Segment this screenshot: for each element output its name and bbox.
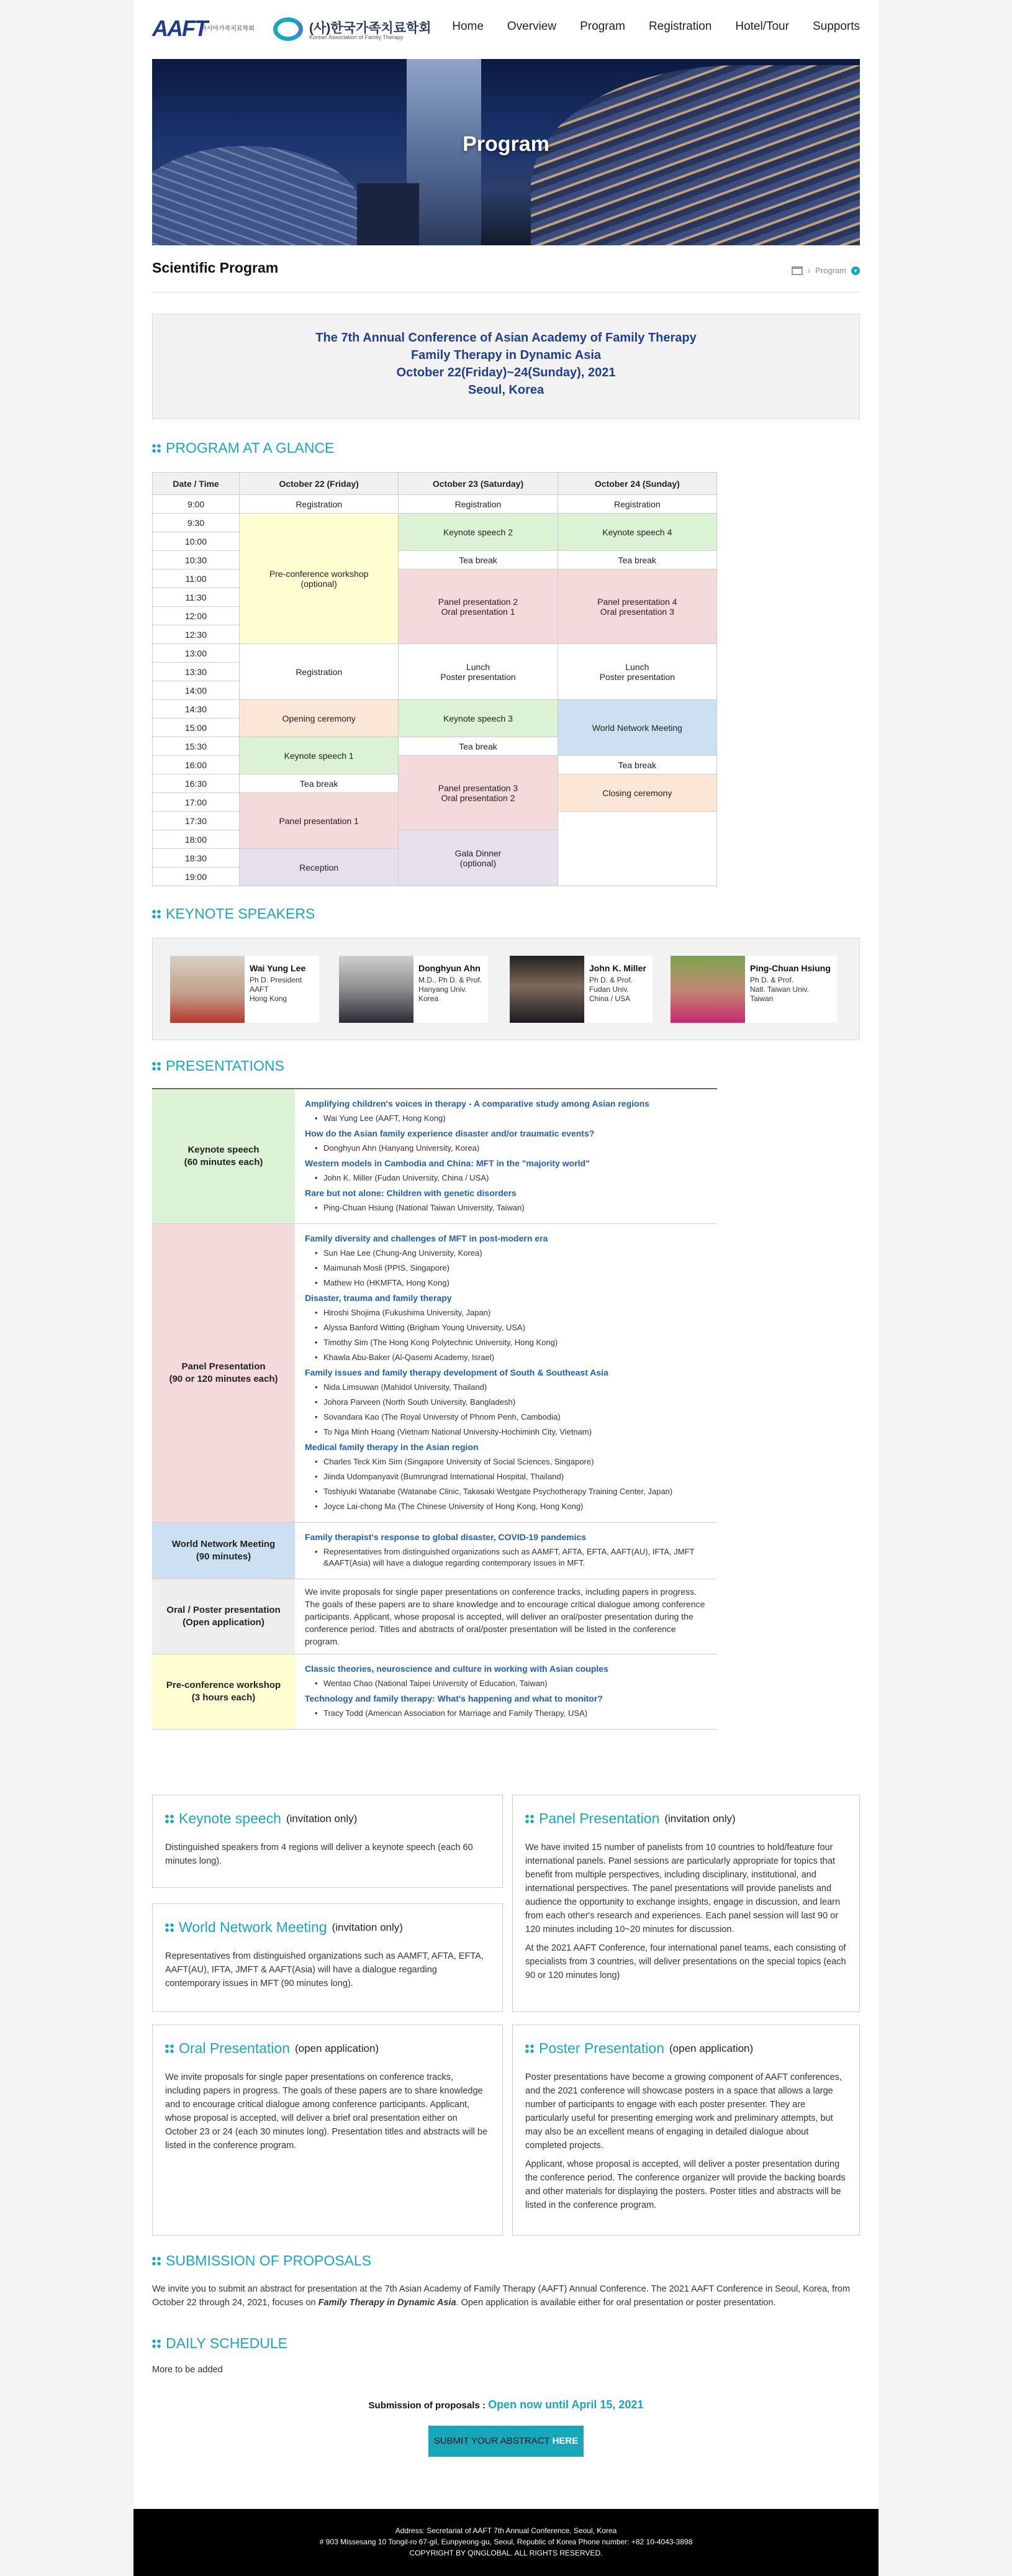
presenter: • Nida Limsuwan (Mahidol University, Thailand) [323, 1382, 707, 1393]
time-cell: 14:30 [153, 700, 240, 719]
session-cell: Tea break [399, 737, 558, 756]
session-cell: Gala Dinner (optional) [399, 830, 558, 886]
time-cell: 18:30 [153, 849, 240, 868]
conference-intro [152, 314, 860, 419]
table-row [153, 756, 717, 774]
chevron-down-icon[interactable]: ▾ [851, 266, 860, 275]
presentation-title: Classic theories, neuroscience and culture in working with Asian couples [305, 1664, 608, 1674]
session-cell: Registration [240, 644, 399, 700]
submission-text [152, 2282, 860, 2310]
presenter: • Hiroshi Shojima (Fukushima University, Japan) [323, 1307, 707, 1318]
presenter: • Wai Yung Lee (AAFT, Hong Kong) [323, 1113, 707, 1124]
header [133, 0, 879, 59]
box-title [525, 1810, 847, 1827]
kaft-logo-sub: Korean Association of Family Therapy [309, 34, 404, 40]
table-row [153, 644, 717, 663]
session-cell: Panel presentation 4 Oral presentation 3 [558, 569, 716, 644]
speaker-card [671, 956, 837, 1023]
presentation-title: Family diversity and challenges of MFT in post-modern era [305, 1233, 548, 1243]
speaker-desc: Ph D. President AAFT Hong Kong [250, 976, 302, 1003]
section-heading-glance [152, 440, 334, 456]
section-dots-icon [152, 2339, 161, 2348]
submission-status [133, 2398, 879, 2411]
box-text: Representatives from distinguished organizations such as AAMFT, AFTA, EFTA, AAFT(AU), IFTA, JMFT & AAFT(Asia) will have a dialogue regarding contemporary issues in MFT (90 minutes long). [165, 1951, 484, 1989]
session-cell: Tea break [558, 756, 716, 774]
presenter: • Wentao Chao (National Taipei University of Education, Taiwan) [323, 1678, 707, 1689]
column-header: October 23 (Saturday) [399, 473, 558, 495]
time-cell: 16:30 [153, 774, 240, 793]
box-tag: (invitation only) [332, 1921, 403, 1933]
intro-line: Family Therapy in Dynamic Asia [410, 348, 602, 362]
presenter: • Ping-Chuan Hsiung (National Taiwan University, Taiwan) [323, 1202, 707, 1213]
section-title: PROGRAM AT A GLANCE [166, 440, 335, 456]
time-cell: 12:30 [153, 625, 240, 644]
section-dots-icon [152, 444, 161, 453]
aaft-logo[interactable] [152, 16, 264, 40]
session-cell: Reception [240, 849, 399, 886]
presenter: • Johora Parveen (North South University, Bangladesh) [323, 1397, 707, 1408]
info-box-oral [152, 2025, 503, 2236]
session-cell: Registration [558, 495, 716, 514]
presentation-body [295, 1224, 717, 1522]
time-cell: 15:00 [153, 719, 240, 737]
box-text: Poster presentations have become a growing component of AAFT conferences, and the 2021 conference will showcase posters in a space that allows a large number of participants to engage with each poster presenter. They are particularly useful for presenting emerging work and preliminary attempts, but may also be an excellent means of engaging in detailed dialogue about completed projects. [525, 2072, 842, 2151]
section-heading-daily [152, 2335, 287, 2352]
presenter: • Mathew Ho (HKMFTA, Hong Kong) [323, 1277, 707, 1289]
session-cell: Tea break [240, 774, 399, 793]
box-text: Distinguished speakers from 4 regions will deliver a keynote speech (each 60 minutes long). [165, 1843, 473, 1866]
submission-deadline: Open now until April 15, 2021 [488, 2398, 644, 2411]
page [133, 0, 879, 2576]
presenter: • Representatives from distinguished organizations such as AAMFT, AFTA, EFTA, AAFT(AU), IFTA, JMFT &AAFT(Asia) will have a dialogue regarding contemporary issues in MFT. [323, 1546, 707, 1569]
session-cell: Panel presentation 3 Oral presentation 2 [399, 756, 558, 830]
section-title: DAILY SCHEDULE [166, 2335, 287, 2351]
presenter: • John K. Miller (Fudan University, China / USA) [323, 1172, 707, 1184]
table-row [153, 700, 717, 719]
speaker-name: John K. Miller [589, 963, 646, 973]
time-cell: 17:00 [153, 793, 240, 812]
column-header: October 24 (Sunday) [558, 473, 716, 495]
breadcrumb-current[interactable]: Program [815, 266, 846, 275]
hero-banner [152, 59, 860, 245]
section-title: PRESENTATIONS [166, 1058, 284, 1074]
presentation-row [152, 1224, 717, 1523]
box-title-text: World Network Meeting [179, 1919, 327, 1935]
presenter: • Toshiyuki Watanabe (Watanabe Clinic, Takasaki Westgate Psychotherapy Training Center, Japan) [323, 1486, 707, 1497]
section-dots-icon [165, 2044, 174, 2053]
session-cell: Lunch Poster presentation [399, 644, 558, 700]
daily-text: More to be added [152, 2365, 223, 2375]
box-title [525, 2040, 847, 2057]
time-cell: 17:30 [153, 812, 240, 830]
program-glance-table [152, 472, 717, 886]
time-cell: 9:30 [153, 514, 240, 532]
nav-hotel-tour[interactable]: Hotel/Tour [735, 20, 789, 33]
presentation-category: Keynote speech (60 minutes each) [152, 1089, 295, 1223]
session-cell: Opening ceremony [240, 700, 399, 737]
presenter: • Sovandara Kao (The Royal University of Phnom Penh, Cambodia) [323, 1412, 707, 1423]
table-row [153, 514, 717, 532]
info-box-wnm [152, 1903, 503, 2012]
section-title: KEYNOTE SPEAKERS [166, 905, 315, 922]
kaft-logo-mark [273, 17, 303, 41]
submit-button-label: SUBMIT YOUR ABSTRACT [433, 2436, 550, 2446]
session-cell [558, 812, 716, 886]
speaker-desc: M.D., Ph D. & Prof. Hanyang Univ. Korea [418, 976, 482, 1003]
time-cell: 10:30 [153, 551, 240, 569]
section-dots-icon [165, 1923, 174, 1932]
presentation-category: Oral / Poster presentation (Open application) [152, 1579, 295, 1654]
intro-line: The 7th Annual Conference of Asian Academy of Family Therapy [315, 331, 697, 345]
footer [133, 2509, 879, 2576]
section-dots-icon [152, 2257, 161, 2265]
session-cell: Panel presentation 1 [240, 793, 399, 849]
intro-line: Seoul, Korea [468, 383, 544, 397]
time-cell: 11:30 [153, 588, 240, 607]
presentation-row [152, 1654, 717, 1730]
presentation-title: Western models in Cambodia and China: MFT in the "majority world" [305, 1158, 590, 1168]
presentation-row [152, 1579, 717, 1654]
presentation-title: Rare but not alone: Children with genetic disorders [305, 1188, 517, 1198]
presenter: • Donghyun Ahn (Hanyang University, Korea) [323, 1143, 707, 1154]
aaft-logo-text: AAFT [152, 16, 207, 41]
section-heading-keynote [152, 905, 315, 922]
section-dots-icon [525, 2044, 534, 2053]
time-cell: 10:00 [153, 532, 240, 551]
glance-body [153, 495, 717, 886]
time-cell: 15:30 [153, 737, 240, 756]
session-cell: Tea break [399, 551, 558, 569]
submit-abstract-button[interactable] [428, 2426, 584, 2457]
speaker-desc: Ph D. & Prof. Fudan Univ. China / USA [589, 976, 633, 1003]
session-cell: Lunch Poster presentation [558, 644, 716, 700]
presenter: • Khawla Abu-Baker (Al-Qasemi Academy, Israel) [323, 1352, 707, 1363]
presentation-title: How do the Asian family experience disaster and/or traumatic events? [305, 1128, 595, 1138]
time-cell: 14:00 [153, 681, 240, 700]
divider [152, 292, 860, 293]
session-cell: Panel presentation 2 Oral presentation 1 [399, 569, 558, 644]
presentation-body [295, 1579, 717, 1654]
speaker-card [339, 956, 488, 1023]
time-cell: 12:00 [153, 607, 240, 625]
kaft-logo-text: (사)한국가족치료학회 [309, 21, 431, 35]
kaft-logo[interactable] [273, 16, 431, 43]
presentation-body [295, 1654, 717, 1729]
nav-home[interactable]: Home [452, 20, 484, 33]
breadcrumb-separator: › [807, 266, 811, 275]
aaft-logo-sub: 아시아가족치료학회 [201, 25, 255, 32]
presentation-title: Technology and family therapy: What's happening and what to monitor? [305, 1694, 603, 1703]
box-tag: (invitation only) [664, 1812, 736, 1825]
presenter: • Sun Hae Lee (Chung-Ang University, Korea) [323, 1248, 707, 1259]
box-title-text: Oral Presentation [179, 2040, 290, 2056]
table-row [153, 495, 717, 514]
presenter: • Maimunah Mosli (PPIS, Singapore) [323, 1263, 707, 1274]
session-cell: Keynote speech 4 [558, 514, 716, 551]
section-dots-icon [525, 1815, 534, 1823]
section-dots-icon [165, 1815, 174, 1823]
footer-contact: # 903 Missesang 10 Tongil-ro 67-gil, Eunpyeong-gu, Seoul, Republic of Korea Phone number: +82 10-4043-3898 [319, 2537, 693, 2546]
presentation-title: Disaster, trauma and family therapy [305, 1293, 452, 1303]
time-cell: 13:30 [153, 663, 240, 681]
section-heading-presentations [152, 1058, 284, 1074]
box-title-text: Panel Presentation [539, 1810, 660, 1826]
time-cell: 19:00 [153, 868, 240, 886]
presentation-text: We invite proposals for single paper presentations on conference tracks, including papers in progress. The goals of these papers are to share knowledge and to encourage critical dialogue among conference participants. Applicant, whose proposal is accepted, will deliver an oral/poster presentation during the conference period. Titles and abstracts of oral/poster presentation will be listed in the conference program. [305, 1587, 705, 1646]
submit-button-here: HERE [552, 2436, 579, 2446]
time-cell: 13:00 [153, 644, 240, 663]
info-box-panel [512, 1795, 860, 2012]
speaker-photo [170, 956, 245, 1023]
nav-program[interactable]: Program [580, 20, 625, 33]
submission-text-part: . Open application is available either for oral presentation or poster presentation. [456, 2298, 776, 2308]
table-row [153, 569, 717, 588]
session-cell: Registration [240, 495, 399, 514]
box-tag: (open application) [294, 2042, 379, 2054]
time-cell: 9:00 [153, 495, 240, 514]
hero-building [357, 183, 419, 245]
speaker-desc: Ph D. & Prof. Natl. Taiwan Univ. Taiwan [750, 976, 809, 1003]
presenter: • Tracy Todd (American Association for Marriage and Family Therapy, USA) [323, 1708, 707, 1719]
time-cell: 16:00 [153, 756, 240, 774]
info-box-poster [512, 2025, 860, 2236]
box-text: We invite proposals for single paper presentations on conference tracks, including papers in progress. The goals of these papers are to share knowledge and to encourage critical dialogue among conference participants. Applicant, whose proposal is accepted, will deliver a brief oral presentation either on October 23 or 24 (each 30 minutes long). Presentation titles and abstracts will be listed in the conference program. [165, 2072, 488, 2151]
column-header: October 22 (Friday) [240, 473, 399, 495]
footer-copyright: COPYRIGHT BY QINGLOBAL. ALL RIGHTS RESERVED. [409, 2549, 603, 2557]
section-title: SUBMISSION OF PROPOSALS [166, 2252, 372, 2269]
time-cell: 18:00 [153, 830, 240, 849]
box-title [165, 1919, 490, 1936]
speaker-photo [339, 956, 413, 1023]
presentation-row [152, 1089, 717, 1224]
presentation-category: Pre-conference workshop (3 hours each) [152, 1654, 295, 1729]
presenter: • To Nga Minh Hoang (Vietnam National University-Hochiminh City, Vietnam) [323, 1426, 707, 1438]
presentation-title: Family therapist's response to global disaster, COVID-19 pandemics [305, 1532, 587, 1542]
speaker-photo [671, 956, 745, 1023]
home-icon[interactable] [792, 266, 803, 275]
conference-theme: Family Therapy in Dynamic Asia [318, 2298, 456, 2308]
speaker-name: Ping-Chuan Hsiung [750, 963, 831, 973]
box-title [165, 1810, 490, 1827]
time-cell: 11:00 [153, 569, 240, 588]
session-cell: Keynote speech 1 [240, 737, 399, 774]
presenter: • Charles Teck Kim Sim (Singapore University of Social Sciences, Singapore) [323, 1456, 707, 1467]
presentation-title: Amplifying children's voices in therapy - A comparative study among Asian regions [305, 1099, 649, 1109]
presentation-body [295, 1089, 717, 1223]
presenter: • Jiinda Udompanyavit (Bumrungrad International Hospital, Thailand) [323, 1471, 707, 1482]
table-header-row [153, 473, 717, 495]
box-text: We have invited 15 number of panelists from 10 countries to hold/feature four international panels. Panel sessions are particularly appropriate for topics that benefit from multiple perspectives, including disciplinary, institutional, and international perspectives. The panel presentations will provide panelists and audience the opportunity to exchange insights, engage in discussion, and learn from each other's research and experiences. Each panel session will last 90 or 120 minutes including 10~20 minutes for discussion. [525, 1843, 841, 1934]
session-cell: Closing ceremony [558, 774, 716, 812]
presenter: • Joyce Lai-chong Ma (The Chinese University of Hong Kong, Hong Kong) [323, 1501, 707, 1512]
nav-overview[interactable]: Overview [507, 20, 557, 33]
session-cell: World Network Meeting [558, 700, 716, 756]
speaker-name: Wai Yung Lee [250, 963, 306, 973]
footer-address: Address: Secretariat of AAFT 7th Annual Conference, Seoul, Korea [395, 2526, 617, 2535]
box-tag: (open application) [669, 2042, 754, 2054]
page-title: Scientific Program [152, 260, 279, 276]
column-header: Date / Time [153, 473, 240, 495]
presenter: • Alyssa Banford Witting (Brigham Young University, USA) [323, 1322, 707, 1333]
intro-line: October 22(Friday)~24(Sunday), 2021 [396, 366, 616, 379]
hero-title: Program [463, 132, 549, 156]
nav-supports[interactable]: Supports [812, 20, 860, 33]
main-nav [452, 20, 860, 34]
section-dots-icon [152, 910, 161, 918]
box-title [165, 2040, 490, 2057]
presentation-title: Medical family therapy in the Asian region [305, 1442, 479, 1452]
table-row [153, 551, 717, 569]
section-dots-icon [152, 1062, 161, 1071]
box-title-text: Poster Presentation [539, 2040, 665, 2056]
session-cell: Tea break [558, 551, 716, 569]
presentation-body [295, 1523, 717, 1579]
box-text: Applicant, whose proposal is accepted, will deliver a poster presentation during the conference period. The conference organizer will provide the backing boards and other materials for displaying the posters. Poster titles and abstracts will be listed in the conference program. [525, 2159, 846, 2210]
breadcrumb [792, 266, 860, 275]
box-title-text: Keynote speech [179, 1810, 281, 1826]
presentation-category: Panel Presentation (90 or 120 minutes each) [152, 1224, 295, 1522]
hero-building [152, 146, 363, 245]
box-tag: (invitation only) [286, 1812, 358, 1825]
presentations-table [152, 1088, 717, 1730]
session-cell: Keynote speech 2 [399, 514, 558, 551]
speaker-card [170, 956, 319, 1023]
session-cell: Pre-conference workshop (optional) [240, 514, 399, 644]
presentation-title: Family issues and family therapy development of South & Southeast Asia [305, 1367, 608, 1377]
speaker-card [510, 956, 653, 1023]
info-box-keynote [152, 1795, 503, 1888]
presentation-row [152, 1523, 717, 1579]
section-heading-submission [152, 2252, 371, 2269]
submission-label: Submission of proposals : [368, 2400, 489, 2411]
nav-registration[interactable]: Registration [648, 20, 712, 33]
speaker-name: Donghyun Ahn [418, 963, 481, 973]
session-cell: Registration [399, 495, 558, 514]
keynote-speakers [152, 938, 860, 1040]
presenter: • Timothy Sim (The Hong Kong Polytechnic University, Hong Kong) [323, 1337, 707, 1348]
box-text: At the 2021 AAFT Conference, four international panel teams, each consisting of specialists from 3 countries, will deliver presentations on the special topics (each 90 or 120 minutes long) [525, 1943, 846, 1980]
session-cell: Keynote speech 3 [399, 700, 558, 737]
presentation-category: World Network Meeting (90 minutes) [152, 1523, 295, 1579]
submission-text-part: We invite you to submit an abstract for presentation at the 7th Asian Academy of Family Therapy (AAFT) Annual Conference. The 2021 AAFT Conference in Seoul, Korea, from October 22 through 24, 2021, focuses on [152, 2284, 851, 2308]
speaker-photo [510, 956, 584, 1023]
